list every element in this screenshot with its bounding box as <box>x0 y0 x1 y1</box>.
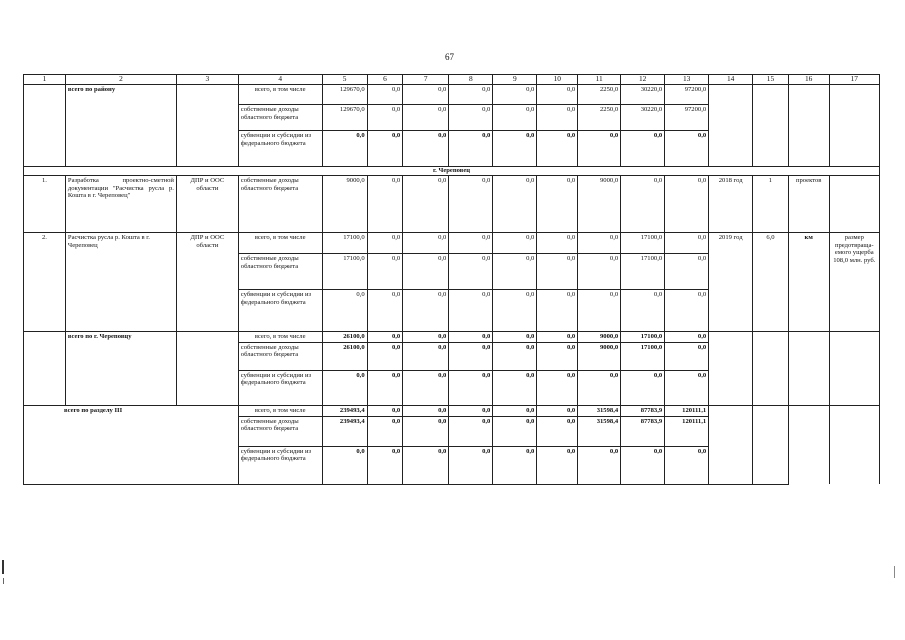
row-label: собственные доходы областного бюджета <box>238 416 322 446</box>
col-header: 6 <box>367 75 403 85</box>
item-qty: 1 <box>753 176 789 233</box>
item-name: Разработка проектно-сметной документации "Расчистка русла р. Коштa в г. Череповец" <box>65 176 176 233</box>
row-label: всего, в том числе <box>238 233 322 254</box>
item-year: 2019 год <box>709 233 753 332</box>
item-executor: ДПР и ООС области <box>176 176 238 233</box>
table-row: собственные доходы областного бюджета 26100,0 0,0 0,0 0,0 0,0 0,0 9000,0 17100,0 0,0 <box>24 342 880 370</box>
col-header: 13 <box>665 75 709 85</box>
row-label: субвенции и субсидии из федерального бюджета <box>238 370 322 405</box>
col-header: 4 <box>238 75 322 85</box>
page-number: 67 <box>445 52 454 62</box>
item-note: размер предотвраща-емого ущерба 108,0 млн. руб. <box>829 233 879 332</box>
item-executor: ДПР и ООС области <box>176 233 238 332</box>
table-row: субвенции и субсидии из федерального бюджета 0,0 0,0 0,0 0,0 0,0 0,0 0,0 0,0 0,0 <box>24 131 880 167</box>
row-label: субвенции и субсидии из федерального бюджета <box>238 290 322 332</box>
city-total-label: всего по г. Череповцу <box>65 332 176 406</box>
scan-artifact <box>2 560 4 574</box>
col-header: 11 <box>578 75 621 85</box>
scan-artifact <box>894 566 895 578</box>
item-number: 1. <box>24 176 66 233</box>
table-row: всего по г. Череповцу всего, в том числе 26100,0 0,0 0,0 0,0 0,0 0,0 9000,0 17100,0 0,0 <box>24 332 880 343</box>
row-label: собственные доходы областного бюджета <box>238 176 322 233</box>
item-name: Расчистка русла р. Кошта в г. Череповец <box>65 233 176 332</box>
row-label: субвенции и субсидии из федерального бюджета <box>238 131 322 167</box>
city-heading: г. Череповец <box>24 167 880 176</box>
col-header: 8 <box>449 75 493 85</box>
row-label: субвенции и субсидии из федерального бюджета <box>238 446 322 484</box>
table-row: субвенции и субсидии из федерального бюджета 0,0 0,0 0,0 0,0 0,0 0,0 0,0 0,0 0,0 <box>24 370 880 405</box>
item-note <box>829 176 879 233</box>
col-header: 1 <box>24 75 66 85</box>
table-row: 1. Разработка проектно-сметной документации "Расчистка русла р. Коштa в г. Череповец" ДПР и ООС области собственные доходы областного бюджета 9000,0 0,0 0,0 0,0 0,0 0,0 9000,0 0,0 0,0 2018 год 1 проектов <box>24 176 880 233</box>
column-numbers-row <box>24 75 880 85</box>
table-row: всего по разделу III всего, в том числе 239493,4 0,0 0,0 0,0 0,0 0,0 31598,4 87783,9 120111,1 <box>24 405 880 416</box>
table-row: 2. Расчистка русла р. Кошта в г. Череповец ДПР и ООС области всего, в том числе 17100,0 0,0 0,0 0,0 0,0 0,0 0,0 17100,0 0,0 2019 год 6,0 км размер предотвраща-емого ущерба 108,0 млн. руб. <box>24 233 880 254</box>
row-label: всего, в том числе <box>238 405 322 416</box>
col-header: 7 <box>403 75 449 85</box>
item-qty: 6,0 <box>753 233 789 332</box>
col-header: 16 <box>788 75 829 85</box>
table-row: субвенции и субсидии из федерального бюджета 0,0 0,0 0,0 0,0 0,0 0,0 0,0 0,0 0,0 <box>24 290 880 332</box>
item-unit: км <box>788 233 829 332</box>
item-unit: проектов <box>788 176 829 233</box>
col-header: 10 <box>537 75 578 85</box>
scan-artifact <box>3 578 4 584</box>
row-label: собственные доходы областного бюджета <box>238 254 322 290</box>
col-header: 9 <box>493 75 537 85</box>
table-row: субвенции и субсидии из федерального бюджета 0,0 0,0 0,0 0,0 0,0 0,0 0,0 0,0 0,0 <box>24 446 880 484</box>
district-total-label: всего по району <box>65 85 176 167</box>
table-row: всего по району всего, в том числе 129670,0 0,0 0,0 0,0 0,0 0,0 2250,0 30220,0 97200,0 <box>24 85 880 105</box>
row-label: всего, в том числе <box>238 85 322 105</box>
item-number: 2. <box>24 233 66 332</box>
table-row: собственные доходы областного бюджета 239493,4 0,0 0,0 0,0 0,0 0,0 31598,4 87783,9 120111,1 <box>24 416 880 446</box>
col-header: 17 <box>829 75 879 85</box>
row-label: собственные доходы областного бюджета <box>238 342 322 370</box>
col-header: 2 <box>65 75 176 85</box>
table-row <box>24 167 880 176</box>
item-year: 2018 год <box>709 176 753 233</box>
row-label: собственные доходы областного бюджета <box>238 105 322 131</box>
col-header: 15 <box>753 75 789 85</box>
section-total-label: всего по разделу III <box>24 405 239 484</box>
table-row: собственные доходы областного бюджета 17100,0 0,0 0,0 0,0 0,0 0,0 0,0 17100,0 0,0 <box>24 254 880 290</box>
row-label: всего, в том числе <box>238 332 322 343</box>
col-header: 5 <box>322 75 367 85</box>
col-header: 12 <box>621 75 665 85</box>
col-header: 14 <box>709 75 753 85</box>
budget-table <box>23 74 880 485</box>
col-header: 3 <box>176 75 238 85</box>
table-row: собственные доходы областного бюджета 129670,0 0,0 0,0 0,0 0,0 0,0 2250,0 30220,0 97200,0 <box>24 105 880 131</box>
